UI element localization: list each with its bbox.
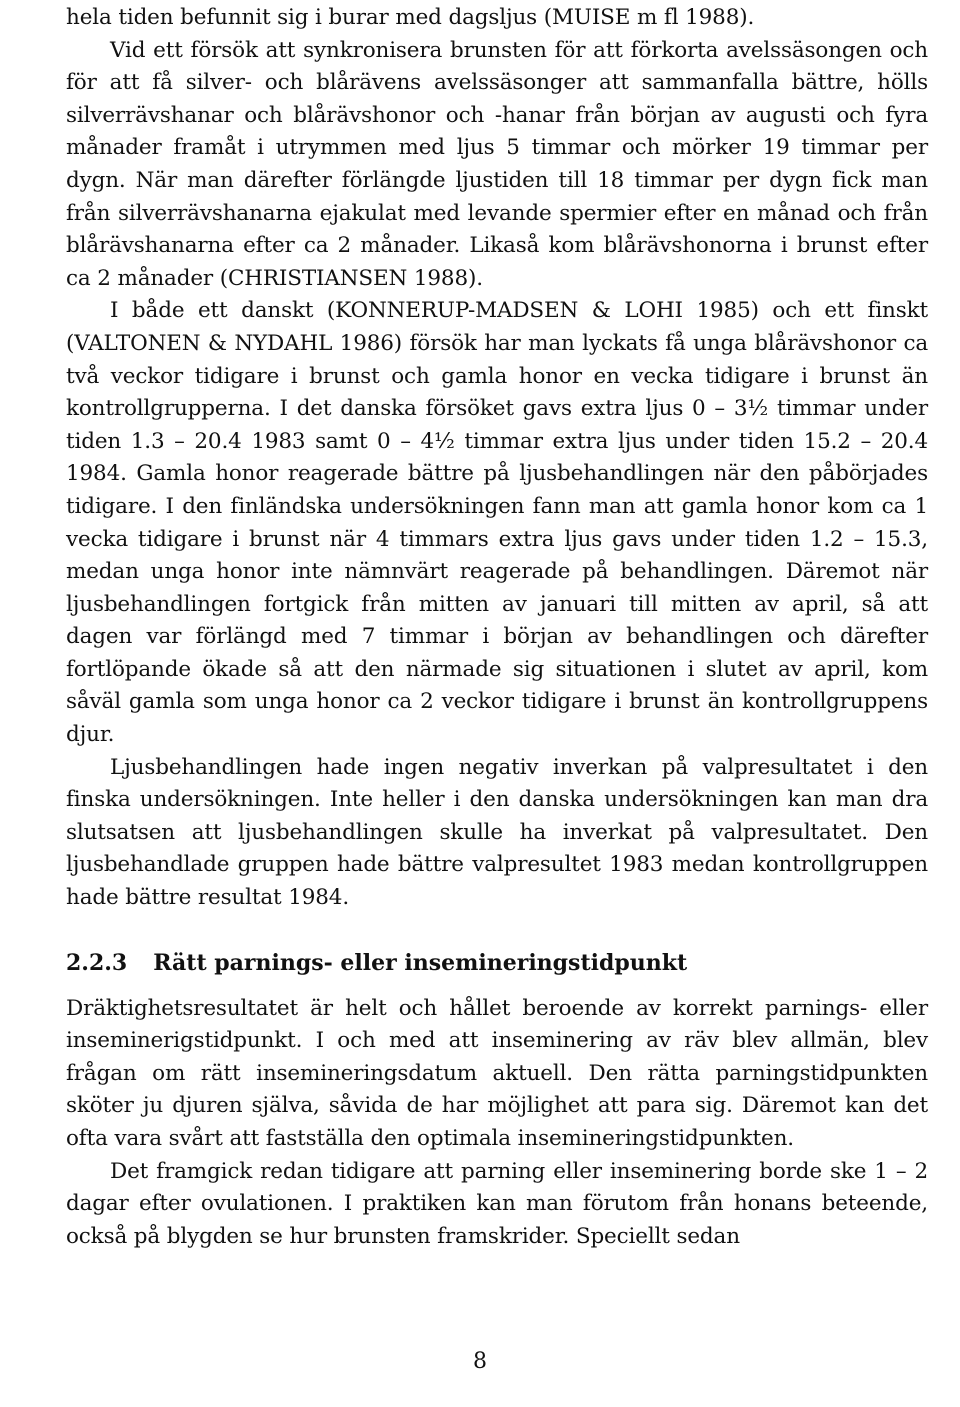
paragraph-mating-timing: Dräktighetsresultatet är helt och hållet beroende av korrekt parnings- eller inseminerigstidpunkt. I och med att inseminering av räv blev allmän, blev frågan om rätt insemineringsdatum aktuell. Den rätta parningstidpunkten sköter ju djuren själva, såvida de har möjlighet att para sig. Däremot kan det ofta vara svårt att fastställa den optimala insemineringstidpunkten. xyxy=(66,995,928,1151)
paragraph-danish-finnish-trials: I både ett danskt (KONNERUP-MADSEN & LOHI 1985) och ett finskt (VALTONEN & NYDAHL 1986) försök har man lyckats få unga blårävshonor ca två veckor tidigare i brunst och gamla honor en vecka tidigare i brunst än kontrollgrupperna. I det danska försöket gavs extra ljus 0 – 3½ timmar under tiden 1.3 – 20.4 1983 samt 0 – 4½ timmar extra ljus under tiden 15.2 – 20.4 1984. Gamla honor reagerade bättre på ljusbehandlingen när den påbörjades tidigare. I den finländska undersökningen fann man att gamla honor kom ca 1 vecka tidigare i brunst när 4 timmars extra ljus gavs under tiden 1.2 – 15.3, medan unga honor inte nämnvärt reagerade på behandlingen. Däremot när ljusbehandlingen fortgick från mitten av januari till mitten av april, så att dagen var förlängd med 7 timmar i början av behandlingen och därefter fortlöpande ökade så att den närmade sig situationen i slutet av april, kom såväl gamla som unga honor ca 2 veckor tidigare i brunst än kontrollgruppens djur. xyxy=(66,298,928,748)
page-number: 8 xyxy=(473,1349,487,1374)
paragraph-litter-results: Ljusbehandlingen hade ingen negativ inverkan på valpresultatet i den finska undersökningen. Inte heller i den danska undersökningen kan man dra slutsatsen att ljusbehandlingen skulle ha inverkat på valpresultatet. Den ljusbehandlade gruppen hade bättre valpresultet 1983 medan kontrollgruppen hade bättre resultat 1984. xyxy=(66,754,928,911)
section-number: 2.2.3 xyxy=(66,949,128,976)
section-heading xyxy=(66,947,928,979)
paragraph-ovulation: Det framgick redan tidigare att parning eller inseminering borde ske 1 – 2 dagar efter ovulationen. I praktiken kan man förutom från honans beteende, också på blygden se hur brunsten framskrider. Speciellt sedan xyxy=(66,1158,928,1249)
paragraph-continuation: hela tiden befunnit sig i burar med dagsljus (MUISE m fl 1988). xyxy=(66,5,755,30)
paragraph-synchronization-trial: Vid ett försök att synkronisera brunsten för att förkorta avelssäsongen och för att få silver- och blårävens avelssäsonger att sammanfalla bättre, hölls silverrävshanar och blårävshonor och -hanar från början av augusti och fyra månader framåt i utrymmen med ljus 5 timmar och mörker 19 timmar per dygn. När man därefter förlängde ljustiden till 18 timmar per dygn fick man från silverrävshanarna ejakulat med levande spermier efter en månad och från blårävshanarna efter ca 2 månader. Likaså kom blårävshonorna i brunst efter ca 2 månader (CHRISTIANSEN 1988). xyxy=(66,37,928,291)
section-title: Rätt parnings- eller insemineringstidpunkt xyxy=(153,949,688,976)
document-page xyxy=(66,0,928,1253)
